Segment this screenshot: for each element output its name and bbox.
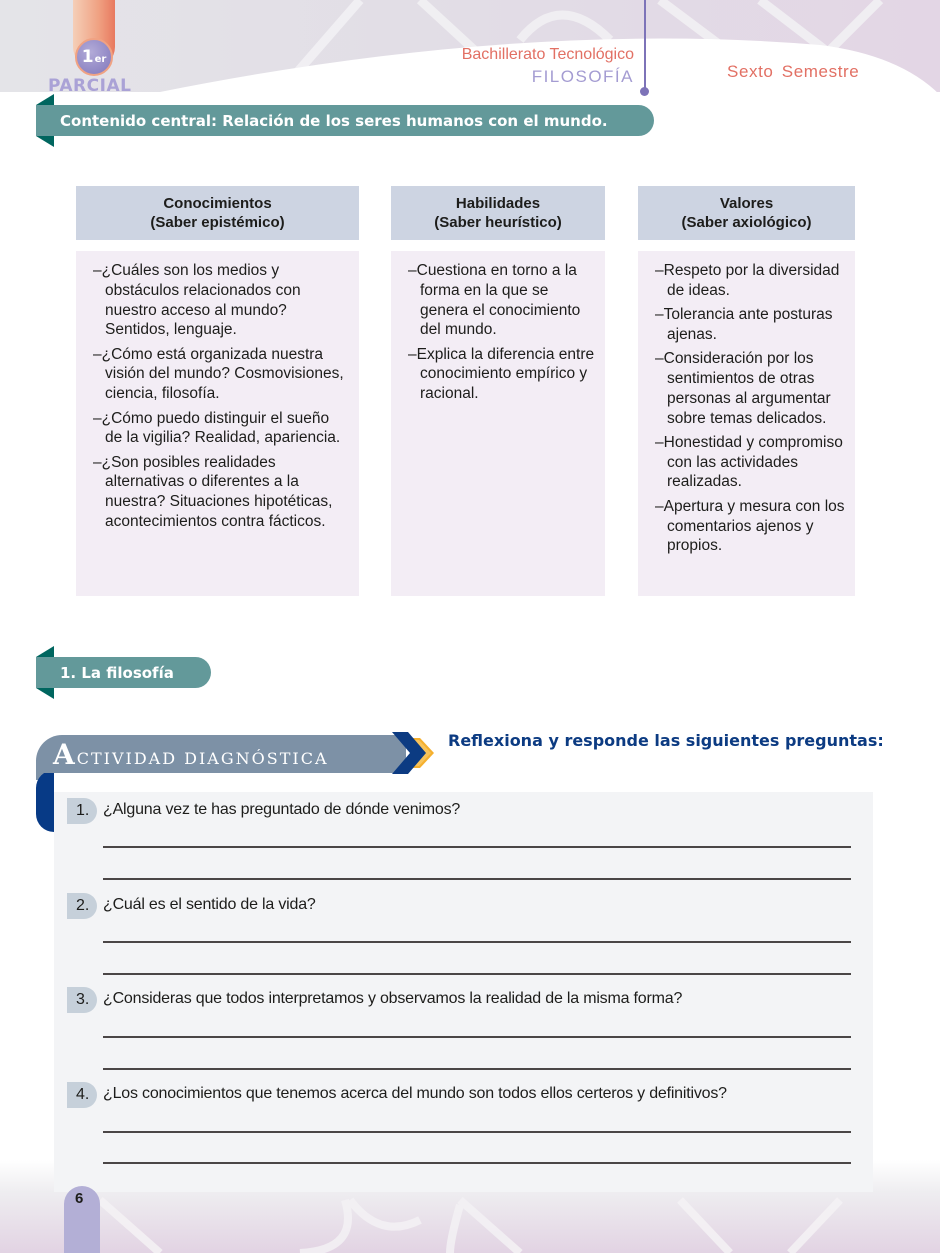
list-item: –Cuestiona en torno a la forma en la que se genera el conocimiento del mundo.	[408, 262, 581, 339]
parcial-badge	[75, 38, 113, 76]
column-body	[638, 251, 855, 596]
question-number: 2.	[67, 893, 97, 919]
list-item: –Apertura y mesura con los comentarios ajenos y propios.	[655, 497, 845, 555]
section-banner	[36, 657, 211, 688]
column-subtitle: (Saber epistémico)	[150, 214, 285, 231]
question-number: 3.	[67, 987, 97, 1013]
list-item: –¿Cómo puedo distinguir el sueño de la vigilia? Realidad, apariencia.	[93, 409, 341, 447]
content-banner	[36, 105, 654, 136]
ribbon-fold-top	[36, 646, 54, 657]
column-subtitle: (Saber axiológico)	[681, 214, 812, 231]
parcial-label: PARCIAL	[48, 76, 132, 96]
list-item: –¿Cuáles son los medios y obstáculos relacionados con nuestro acceso al mundo? Sentidos, lenguaje.	[93, 262, 301, 339]
ribbon-fold-top	[36, 94, 54, 105]
question-text: ¿Cuál es el sentido de la vida?	[103, 896, 316, 913]
answer-line[interactable]	[103, 1162, 851, 1164]
answer-line[interactable]	[103, 878, 851, 880]
column-title: Valores	[719, 195, 774, 212]
program-name: Bachillerato Tecnológico	[461, 46, 634, 63]
parcial-number: 1	[81, 47, 94, 67]
list-item: –Consideración por los sentimientos de otras personas al argumentar sobre temas delicados.	[655, 350, 831, 427]
activity-title-rest: CTIVIDAD DIAGNÓSTICA	[76, 749, 329, 768]
question-text: ¿Alguna vez te has preguntado de dónde venimos?	[103, 801, 461, 818]
activity-title	[53, 738, 329, 771]
column-valores	[638, 186, 855, 596]
list-item: –¿Son posibles realidades alternativas o diferentes a la nuestra? Situaciones hipotéticas, acontecimientos contra fácticos.	[93, 453, 333, 531]
activity-title-initial: A	[53, 738, 77, 771]
question-number: 1.	[67, 798, 97, 824]
column-header	[391, 186, 605, 240]
list-item: –¿Cómo está organizada nuestra visión del mundo? Cosmovisiones, ciencia, filosofía.	[93, 345, 344, 403]
list-item: –Respeto por la diversidad de ideas.	[655, 262, 840, 299]
header-divider	[644, 0, 646, 92]
list-item: –Explica la diferencia entre conocimiento empírico y racional.	[408, 345, 595, 403]
column-header	[638, 186, 855, 240]
column-title: Habilidades	[455, 195, 541, 212]
column-body	[391, 251, 605, 596]
school-info	[462, 46, 634, 87]
answer-line[interactable]	[103, 1068, 851, 1070]
column-header	[76, 186, 359, 240]
answer-line[interactable]	[103, 1036, 851, 1038]
list-item: –Honestidad y compromiso con las actividades realizadas.	[655, 433, 843, 491]
chevron-right-icon	[392, 732, 436, 774]
column-conocimientos	[76, 186, 359, 596]
ribbon-fold-bottom	[36, 136, 54, 147]
header-divider-dot	[640, 87, 649, 96]
question-text: ¿Consideras que todos interpretamos y observamos la realidad de la misma forma?	[103, 990, 683, 1007]
activity-accent-bar	[36, 770, 54, 832]
question-text: ¿Los conocimientos que tenemos acerca del mundo son todos ellos certeros y definitivos?	[103, 1085, 727, 1102]
list-item: –Tolerancia ante posturas ajenas.	[655, 306, 833, 343]
semester-label: Sexto Semestre	[727, 62, 860, 81]
column-habilidades	[391, 186, 605, 596]
page-number: 6	[75, 1190, 84, 1207]
activity-instruction: Reflexiona y responde las siguientes preguntas:	[448, 731, 884, 750]
column-subtitle: (Saber heurístico)	[434, 214, 562, 231]
answer-line[interactable]	[103, 1131, 851, 1133]
answer-line[interactable]	[103, 973, 851, 975]
answer-line[interactable]	[103, 941, 851, 943]
column-title: Conocimientos	[163, 195, 272, 212]
subject-name: FILOSOFÍA	[531, 67, 634, 86]
ribbon-fold-bottom	[36, 688, 54, 699]
question-number: 4.	[67, 1082, 97, 1108]
column-body	[76, 251, 359, 596]
parcial-suffix: er	[94, 54, 107, 65]
answer-line[interactable]	[103, 846, 851, 848]
content-banner-text: Contenido central: Relación de los seres humanos con el mundo.	[60, 111, 608, 130]
section-banner-text: 1. La filosofía	[60, 663, 174, 682]
